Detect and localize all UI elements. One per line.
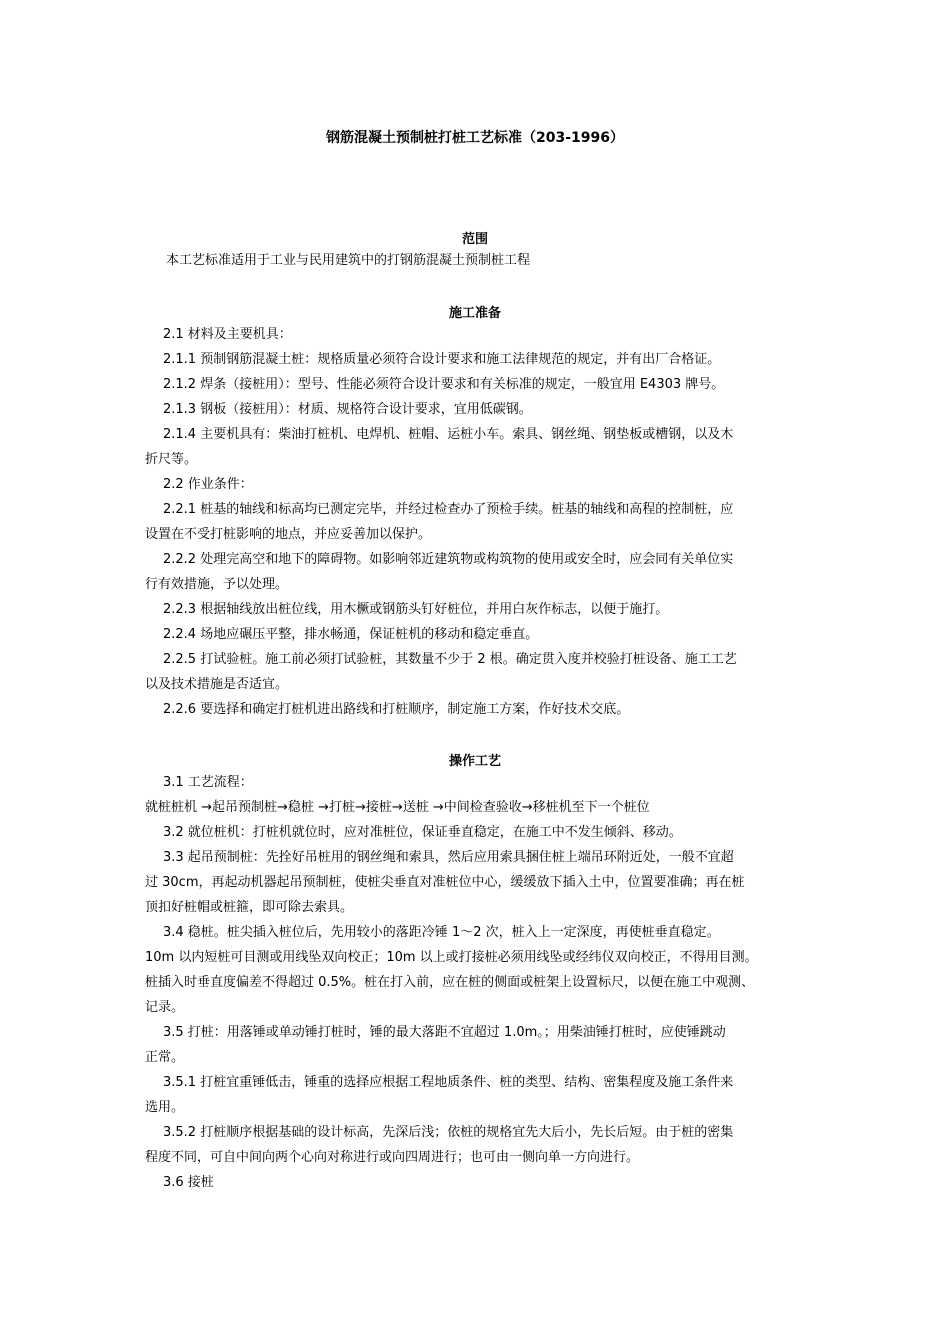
prep-line: 2.2.3 根据轴线放出桩位线，用木橛或钢筋头钉好桩位，并用白灰作标志，以便于施打。 [163, 602, 669, 617]
ops-line: 桩插入时垂直度偏差不得超过 0.5%。桩在打入前，应在桩的侧面或桩架上设置标尺，以便在施工中观测、 [145, 975, 755, 990]
ops-line: 3.4 稳桩。桩尖插入桩位后，先用较小的落距冷锤 1～2 次，桩入上一定深度，再使桩垂直稳定。 [163, 925, 720, 940]
scope-text: 本工艺标准适用于工业与民用建筑中的打钢筋混凝土预制桩工程 [166, 253, 531, 268]
ops-heading: 操作工艺 [448, 754, 501, 769]
prep-line: 2.2.2 处理完高空和地下的障碍物。如影响邻近建筑物或构筑物的使用或安全时，应会同有关单位实 [163, 552, 734, 567]
prep-line: 2.1.2 焊条（接桩用）：型号、性能必须符合设计要求和有关标准的规定，一般宜用 E4303 牌号。 [163, 377, 725, 392]
ops-line: 3.1 工艺流程： [163, 775, 253, 790]
prep-line: 2.2.6 要选择和确定打桩机进出路线和打桩顺序，制定施工方案，作好技术交底。 [163, 702, 630, 717]
ops-line: 3.6 接桩 [163, 1175, 214, 1190]
prep-line: 2.1.3 钢板（接桩用）：材质、规格符合设计要求，宜用低碳钢。 [163, 402, 532, 417]
prep-line: 2.1 材料及主要机具： [163, 327, 292, 342]
document-title: 钢筋混凝土预制桩打桩工艺标准（203-1996） [326, 130, 624, 146]
prep-heading: 施工准备 [448, 306, 501, 321]
ops-line: 3.5.1 打桩宜重锤低击，锤重的选择应根据工程地质条件、桩的类型、结构、密集程度及施工条件来 [163, 1075, 734, 1090]
ops-line: 正常。 [145, 1050, 185, 1065]
ops-line: 过 30cm，再起动机器起吊预制桩，使桩尖垂直对准桩位中心，缓缓放下插入土中，位置要准确；再在桩 [145, 875, 745, 890]
prep-line: 2.2.5 打试验桩。施工前必须打试验桩，其数量不少于 2 根。确定贯入度并校验打桩设备、施工工艺 [163, 652, 737, 667]
prep-line: 设置在不受打桩影响的地点，并应妥善加以保护。 [145, 527, 432, 542]
prep-line: 2.2 作业条件： [163, 477, 253, 492]
prep-line: 2.2.1 桩基的轴线和标高均已测定完毕，并经过检查办了预检手续。桩基的轴线和高程的控制桩，应 [163, 502, 734, 517]
ops-line: 顶扣好桩帽或桩箍，即可除去索具。 [145, 900, 354, 915]
prep-line: 行有效措施，予以处理。 [145, 577, 289, 592]
ops-line: 3.2 就位桩机：打桩机就位时，应对准桩位，保证垂直稳定，在施工中不发生倾斜、移动。 [163, 825, 682, 840]
ops-line: 选用。 [145, 1100, 185, 1115]
prep-line: 折尺等。 [145, 452, 198, 467]
ops-line: 就桩桩机 →起吊预制桩→稳桩 →打桩→接桩→送桩 →中间检查验收→移桩机至下一个桩位 [145, 800, 650, 815]
ops-line: 3.5 打桩：用落锤或单动锤打桩时，锤的最大落距不宜超过 1.0m。；用柴油锤打桩时，应使锤跳动 [163, 1025, 726, 1040]
prep-line: 2.1.1 预制钢筋混凝土桩：规格质量必须符合设计要求和施工法律规范的规定，并有出厂合格证。 [163, 352, 721, 367]
ops-line: 3.5.2 打桩顺序根据基础的设计标高，先深后浅；依桩的规格宜先大后小，先长后短。由于桩的密集 [163, 1125, 734, 1140]
prep-line: 2.2.4 场地应碾压平整，排水畅通，保证桩机的移动和稳定垂直。 [163, 627, 539, 642]
ops-line: 程度不同，可自中间向两个心向对称进行或向四周进行；也可由一侧向单一方向进行。 [145, 1150, 640, 1165]
ops-line: 记录。 [145, 1000, 185, 1015]
ops-line: 10m 以内短桩可目测或用线坠双向校正；10m 以上或打接桩必须用线坠或经纬仪双向校正，不得用目测。 [145, 950, 758, 965]
prep-line: 以及技术措施是否适宜。 [145, 677, 289, 692]
ops-line: 3.3 起吊预制桩：先拴好吊桩用的钢丝绳和索具，然后应用索具捆住桩上端吊环附近处，一般不宜超 [163, 850, 734, 865]
scope-heading: 范围 [461, 232, 488, 247]
prep-line: 2.1.4 主要机具有：柴油打桩机、电焊机、桩帽、运桩小车。索具、钢丝绳、钢垫板或槽钢，以及木 [163, 427, 734, 442]
